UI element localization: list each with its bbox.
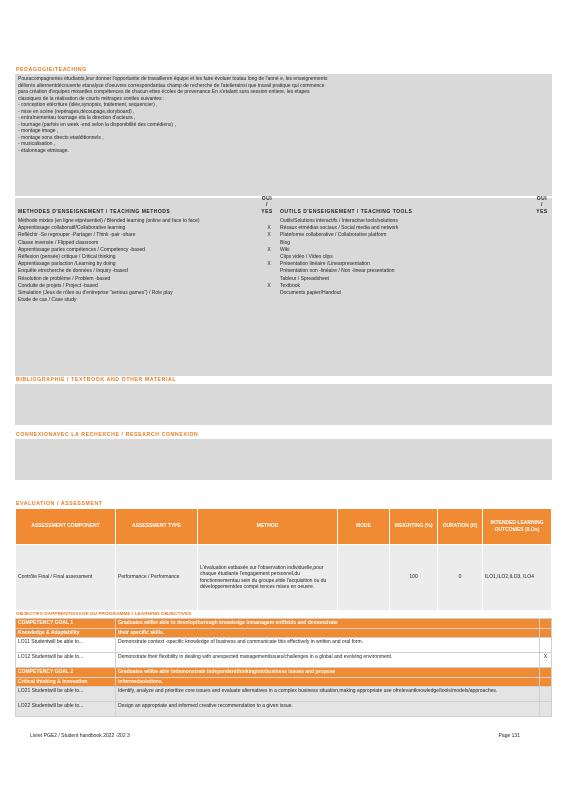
pedagogy-line: - musicalisation , (18, 141, 56, 147)
method-check (264, 254, 274, 261)
cell-weighting: 100 (390, 545, 438, 611)
competency-goal-row (16, 677, 552, 687)
goal-description: informedsolutions. (116, 677, 540, 687)
tool-label: Présentation non -linéaire / Non -linear presentation (280, 268, 395, 275)
pedagogy-line: - conception etécriture (idée,synopsis, traitement, sequencier) , (18, 102, 158, 108)
goal-label: Knowledge & Adaptability (16, 628, 116, 638)
tool-label: Documents papier/Handout (280, 289, 341, 296)
method-label: Enquête etrecherche de données / Inquiry -based (18, 268, 128, 275)
objective-check (540, 702, 552, 717)
method-check (264, 290, 274, 297)
footer-handbook-label: Livret PGE2 / Student handbook 2022 -202 3 (30, 733, 130, 739)
research-title: CONNEXIONAVEC LA RECHERCHE / RESEARCH CONNEXION (16, 432, 199, 438)
tool-label: Clips vidéo / Video clips (280, 253, 333, 260)
teaching-methods-column (15, 195, 277, 376)
pedagogy-line: classiques de la réalisation de courts métrages sontles suivantes : (18, 95, 165, 102)
objective-row (16, 638, 552, 653)
cell-method: L'évaluation estbasée sur l'observation individuelle,pour chaque étudiante l'engagement personnel,du fonctionnementau sein du groupe,etde l'acquisition ou du développementdes compé tences mises en oeuvre. (198, 545, 338, 611)
tool-check (539, 225, 549, 232)
pedagogy-line: - étalonnage etmixage. (18, 147, 69, 154)
objective-label: LO11 Studentwill be able to... (16, 638, 116, 653)
cell-ilos: ILO1,ILO2,ILO3, ILO4 (483, 545, 552, 611)
goal-check (540, 619, 552, 629)
method-check: X (267, 261, 271, 268)
method-row (18, 247, 274, 254)
objective-description: Demonstrate context -specific knowledge of business and communicate this effectively in written and oral form. (116, 638, 540, 653)
tool-label: Outils/Solutions interactifs / Interactive tools/solutions (280, 218, 398, 224)
method-label: Apprentissage collaboratif/Collaborative learning (18, 225, 126, 232)
method-row (18, 232, 274, 239)
goal-check (540, 628, 552, 638)
method-label: Etude de cas / Case study (18, 297, 77, 304)
pedagogy-block (15, 74, 552, 196)
tool-check (539, 247, 549, 254)
method-label: Refléchir -Se regrouper -Partager / Think -pair -share (18, 232, 136, 239)
handbook-page (15, 66, 552, 717)
tool-label: Textbook (280, 282, 301, 289)
tool-row (280, 240, 549, 247)
method-label: Méthode mixtes (en ligne etprésentiel) / Blended learning (online and face to face) (18, 218, 200, 224)
evaluation-title: EVALUATION / ASSESSMENT (16, 501, 103, 507)
method-label: Résolution de problème / Problem -based (18, 275, 111, 282)
tool-row (280, 225, 549, 232)
pedagogy-line: Pouracompagneries étudiants,leur donner l'opportunite de travailleren équipe et les faire évoluer toutau long de l'anné e, les enseignements (18, 76, 328, 82)
tool-label: Présentation linéaire /Linearpresentation (280, 261, 370, 268)
teaching-methods-title: METHODES D'ENSEIGNEMENT / TEACHING METHODS (18, 208, 171, 215)
teaching-tools-column (277, 195, 552, 376)
objective-check: X (540, 653, 552, 668)
header-mode: MODE (338, 509, 390, 545)
goal-label: COMPETENCY GOAL 1 (16, 619, 116, 629)
tool-row (280, 290, 549, 297)
evaluation-header-row (16, 509, 552, 545)
bibliography-title: BIBLIOGRAPHIE / TEXTBOOK AND OTHER MATERIAL (16, 377, 177, 383)
goal-check (540, 668, 552, 678)
tool-check (539, 218, 549, 225)
tool-label: Blog (280, 239, 291, 246)
tool-row (280, 232, 549, 239)
tool-row (280, 283, 549, 290)
cell-mode (338, 545, 390, 611)
competency-goal-row (16, 668, 552, 678)
objective-row (16, 687, 552, 702)
tool-check (539, 240, 549, 247)
objective-description: Design an appropriate and informed creative recommendation to a given issue. (116, 702, 540, 717)
method-row (18, 283, 274, 290)
objective-check (540, 638, 552, 653)
objective-description: Identify, analyze and prioritize core issues and evaluate alternatives in a complex business situation,making appropriate use ofrelevantknowledge/tools/models/approaches. (116, 687, 540, 702)
method-label: Apprentissage parles compétences / Competency -based (18, 246, 146, 253)
bibliography-block (15, 384, 552, 425)
objective-row (16, 702, 552, 717)
teaching-tools-title: OUTILS D'ENSEIGNEMENT / TEACHING TOOLS (280, 208, 413, 215)
tool-row (280, 276, 549, 283)
teaching-methods-header (18, 195, 274, 218)
research-block (15, 439, 552, 480)
tool-row (280, 218, 549, 225)
tool-row (280, 261, 549, 268)
tool-row (280, 247, 549, 254)
pedagogy-line: - montage sons directs etadditionnels , (18, 134, 104, 141)
cell-type: Performance / Performance (116, 545, 198, 611)
header-component: ASSESSMENT COMPONENT (16, 509, 116, 545)
header-method: METHOD (198, 509, 338, 545)
pedagogy-line: - montage image , (18, 128, 59, 134)
tool-label: Résaux etmédias sociaux / Social media and network (280, 225, 399, 232)
yes-column-label: OUI / YES (536, 195, 548, 215)
methods-tools-block (15, 195, 552, 376)
method-label: Apprentissage parlaction /Learning by doing (18, 261, 116, 268)
pedagogy-line: - tournage (parfois en week -end selon la disponibilité des comédiens) , (18, 121, 176, 128)
goal-label: COMPETENCY GOAL 2 (16, 668, 116, 678)
header-weighting: WEIGHTING (%) (390, 509, 438, 545)
objective-label: LO22 Studentwill be able to... (16, 702, 116, 717)
evaluation-row (16, 545, 552, 611)
objectives-table (15, 618, 552, 717)
tool-label: Plateforme collaborative / Collaborative platform (280, 232, 387, 239)
pedagogy-line: délivrés alternentdécouverte etanalyse d'oeuvres correspondantau champ de recherche de l'atelierainsi que travail pratique qui commence (18, 82, 325, 89)
header-type: ASSESSMENT TYPE (116, 509, 198, 545)
method-check (264, 268, 274, 275)
cell-duration: 0 (438, 545, 483, 611)
method-check (264, 240, 274, 247)
method-row (18, 290, 274, 297)
goal-description: Graduates willbe able todemonstrate independentthinkingintobusiness issues and propose (116, 668, 540, 678)
tool-row (280, 254, 549, 261)
tool-check (539, 268, 549, 275)
objective-label: LO12 Studentwill be able to... (16, 653, 116, 668)
footer-page-number: Page 131 (498, 733, 520, 739)
goal-description: their specific skills. (116, 628, 540, 638)
method-row (18, 268, 274, 275)
tool-check (539, 232, 549, 239)
pedagogy-line: - entraînementau tournage eta la direction d'acteurs , (18, 115, 136, 121)
method-row (18, 297, 274, 304)
tool-row (280, 268, 549, 275)
cell-component: Contrôle Final / Final assessment (16, 545, 116, 611)
teaching-tools-header (280, 195, 549, 218)
goal-description: Graduates willbe able to developthorough knowledge inmanagem entfields and demonstrate (116, 619, 540, 629)
objective-label: LO21 Studentwill be able to... (16, 687, 116, 702)
goal-check (540, 677, 552, 687)
method-label: Conduite de projets / Project -based (18, 282, 98, 289)
method-row (18, 218, 274, 225)
method-row (18, 240, 274, 247)
tool-check (539, 254, 549, 261)
method-row (18, 254, 274, 261)
method-check (264, 297, 274, 304)
yes-column-label: OUI / YES (261, 195, 273, 215)
method-row (18, 276, 274, 283)
pedagogy-line: - mise en scène (repérages,découpage,storyboard) , (18, 108, 135, 115)
objectives-title: OBJECTIFS DAPPRENTISSAGE DU PROGRAMME / LEARNING OBJECTIVES (16, 612, 192, 617)
method-label: Réflexion (pensée) critique / Critical thinking (18, 253, 116, 260)
method-row (18, 225, 274, 232)
competency-goal-row (16, 628, 552, 638)
method-check (264, 276, 274, 283)
evaluation-table (15, 508, 552, 611)
pedagogy-line: para création d'equipes mixantles compétences de chacun ettes écoles de provenance.En s'etalant sura session entiere, les etapes (18, 89, 310, 95)
competency-goal-row (16, 619, 552, 629)
tool-check (539, 276, 549, 283)
tool-check (539, 290, 549, 297)
method-check: X (267, 246, 271, 253)
method-check: X (267, 232, 271, 239)
method-row (18, 261, 274, 268)
pedagogy-title: PEDAGOGIE/TEACHING (16, 67, 87, 73)
objective-description: Demonstrate their flexibility in dealing with unexpected managementissues/challenges in a global and evolving environment. (116, 653, 540, 668)
header-duration: DURATION (H) (438, 509, 483, 545)
tool-check (539, 283, 549, 290)
method-check: X (267, 282, 271, 289)
objective-row (16, 653, 552, 668)
method-check (264, 218, 274, 225)
method-label: Classe inversée / Flipped classroom (18, 239, 99, 246)
tool-check (539, 261, 549, 268)
page-footer (30, 733, 520, 740)
method-check: X (267, 225, 271, 232)
tool-label: Wiki (280, 246, 290, 253)
objective-check (540, 687, 552, 702)
method-label: Simulation (Jeux de rôles ou d'entreprise "serious games") / Role play (18, 289, 173, 296)
goal-label: Critical thinking & Innovation (16, 677, 116, 687)
header-ilos: INTENDED LEARNING OUTCOMES (ILOs) (483, 509, 552, 545)
tool-label: Tableur / Spreadsheet (280, 275, 329, 282)
